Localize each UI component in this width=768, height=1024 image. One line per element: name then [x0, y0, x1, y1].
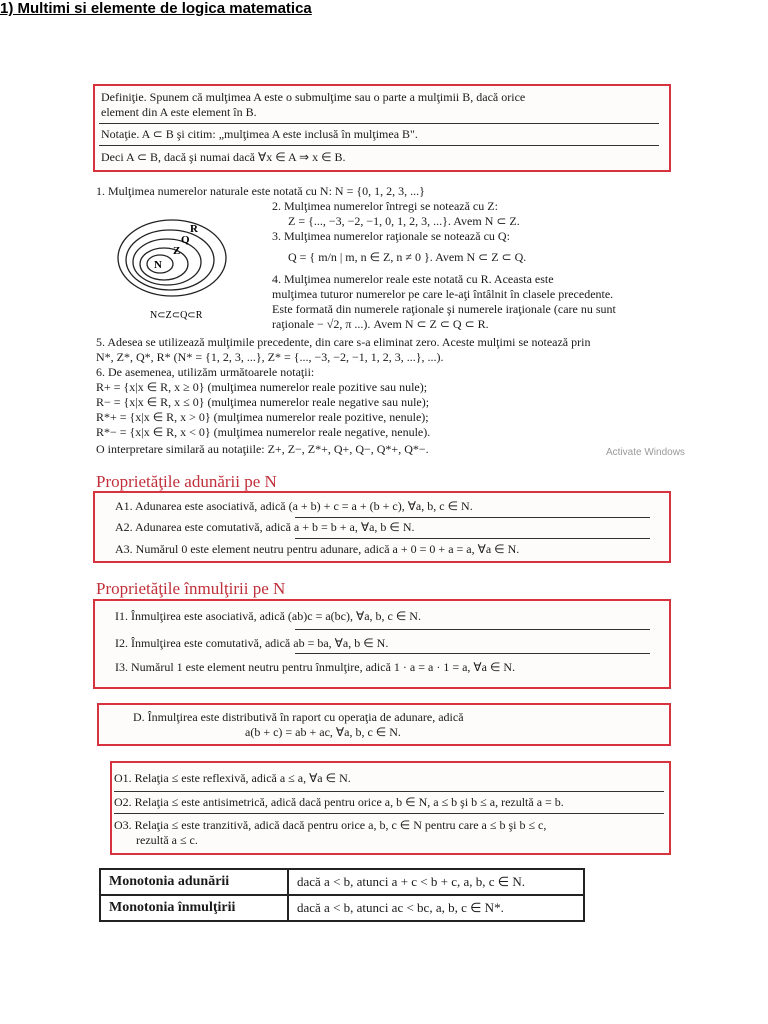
multiplication-property: I3. Numărul 1 este element neutru pentru înmulţire, adică 1 · a = a · 1 = a, ∀a ∈ N. [115, 660, 516, 674]
notation-line: Notaţie. A ⊂ B şi citim: „mulţimea A este inclusă în mulţimea B". [101, 127, 418, 141]
monotony-rule: dacă a < b, atunci ac < bc, a, b, c ∈ N*. [288, 895, 584, 921]
addition-property: A2. Adunarea este comutativă, adică a + b = b + a, ∀a, b ∈ N. [115, 520, 415, 534]
monotony-table [99, 868, 585, 922]
multiplication-property: I1. Înmulţirea este asociativă, adică (ab)c = a(bc), ∀a, b, c ∈ N. [115, 609, 421, 623]
table-row [100, 895, 584, 921]
addition-box [93, 491, 671, 563]
addition-property: A3. Numărul 0 este element neutru pentru adunare, adică a + 0 = 0 + a = a, ∀a ∈ N. [115, 542, 520, 556]
equivalence-line: Deci A ⊂ B, dacă şi numai dacă ∀x ∈ A ⇒ x ∈ B. [101, 150, 346, 164]
monotony-rule: dacă a < b, atunci a + c < b + c, a, b, c ∈ N. [288, 869, 584, 895]
multiplication-section-title: Proprietăţile înmulţirii pe N [96, 579, 286, 598]
order-property: O2. Relaţia ≤ este antisimetrică, adică dacă pentru orice a, b ∈ N, a ≤ b şi b ≤ a, rezultă a = b. [114, 795, 564, 809]
set-line: 4. Mulţimea numerelor reale este notată cu R. Aceasta este [272, 272, 554, 286]
set-line: 1. Mulţimea numerelor naturale este notată cu N: N = {0, 1, 2, 3, ...} [96, 184, 425, 198]
set-line: 3. Mulţimea numerelor raţionale se notează cu Q: [272, 229, 510, 243]
set-line: Este formată din numerele raţionale şi numerele iraţionale (care nu sunt [272, 302, 616, 316]
set-line: R*+ = {x|x ∈ R, x > 0} (mulţimea numerelor reale pozitive, nenule); [96, 410, 429, 424]
set-line: N*, Z*, Q*, R* (N* = {1, 2, 3, ...}, Z* = {..., −3, −2, −1, 1, 2, 3, ...}, ...). [96, 350, 444, 364]
set-line: R− = {x|x ∈ R, x ≤ 0} (mulţimea numerelor reale negative sau nule); [96, 395, 430, 409]
set-line: O interpretare similară au notaţiile: Z+, Z−, Z*+, Q+, Q−, Q*+, Q*−. [96, 442, 429, 456]
monotony-name: Monotonia înmulţirii [100, 895, 288, 921]
distributivity-formula: a(b + c) = ab + ac, ∀a, b, c ∈ N. [245, 725, 401, 739]
set-line: Q = { m/n | m, n ∈ Z, n ≠ 0 }. Avem N ⊂ Z ⊂ Q. [288, 250, 527, 264]
addition-section-title: Proprietăţile adunării pe N [96, 472, 277, 491]
table-row [100, 869, 584, 895]
order-property: O3. Relaţia ≤ este tranzitivă, adică dacă pentru orice a, b, c ∈ N pentru care a ≤ b şi b ≤ c, [114, 818, 547, 832]
set-line: R*− = {x|x ∈ R, x < 0} (mulţimea numerelor reale negative, nenule). [96, 425, 431, 439]
set-line: 6. De asemenea, utilizăm următoarele notaţii: [96, 365, 315, 379]
diagram-label-q: Q [181, 234, 190, 246]
monotony-name: Monotonia adunării [100, 869, 288, 895]
order-property-continued: rezultă a ≤ c. [136, 833, 198, 847]
distributivity-box [97, 703, 671, 746]
definition-line-1: Definiţie. Spunem că mulţimea A este o submulţime sau o parte a mulţimii B, dacă orice [101, 90, 526, 104]
diagram-label-n: N [154, 259, 162, 271]
multiplication-box [93, 599, 671, 689]
distributivity-line-1: D. Înmulţirea este distributivă în raport cu operaţia de adunare, adică [133, 710, 464, 724]
order-relation-box [110, 761, 671, 855]
set-line: Z = {..., −3, −2, −1, 0, 1, 2, 3, ...}. Avem N ⊂ Z. [288, 214, 520, 228]
set-line: R+ = {x|x ∈ R, x ≥ 0} (mulţimea numerelor reale pozitive sau nule); [96, 380, 428, 394]
set-line: raţionale − √2, π ...). Avem N ⊂ Z ⊂ Q ⊂ R. [272, 317, 489, 331]
definition-box [93, 84, 671, 172]
diagram-label-z: Z [173, 245, 181, 257]
nested-sets-diagram [110, 210, 260, 325]
watermark-text: Activate Windows [606, 447, 685, 458]
set-line: mulţimea tuturor numerelor pe care le-aţi întâlnit în clasele precedente. [272, 287, 614, 301]
definition-line-2: element din A este element în B. [101, 105, 257, 119]
order-property: O1. Relaţia ≤ este reflexivă, adică a ≤ a, ∀a ∈ N. [114, 771, 351, 785]
set-line: 2. Mulţimea numerelor întregi se notează cu Z: [272, 199, 498, 213]
addition-property: A1. Adunarea este asociativă, adică (a + b) + c = a + (b + c), ∀a, b, c ∈ N. [115, 499, 473, 513]
page-heading: 1) Multimi si elemente de logica matematica [0, 0, 312, 17]
diagram-caption: N⊂Z⊂Q⊂R [150, 310, 203, 321]
diagram-label-r: R [190, 223, 198, 235]
multiplication-property: I2. Înmulţirea este comutativă, adică ab = ba, ∀a, b ∈ N. [115, 636, 389, 650]
set-line: 5. Adesea se utilizează mulţimile precedente, din care s-a eliminat zero. Aceste mulţimi se notează prin [96, 335, 591, 349]
